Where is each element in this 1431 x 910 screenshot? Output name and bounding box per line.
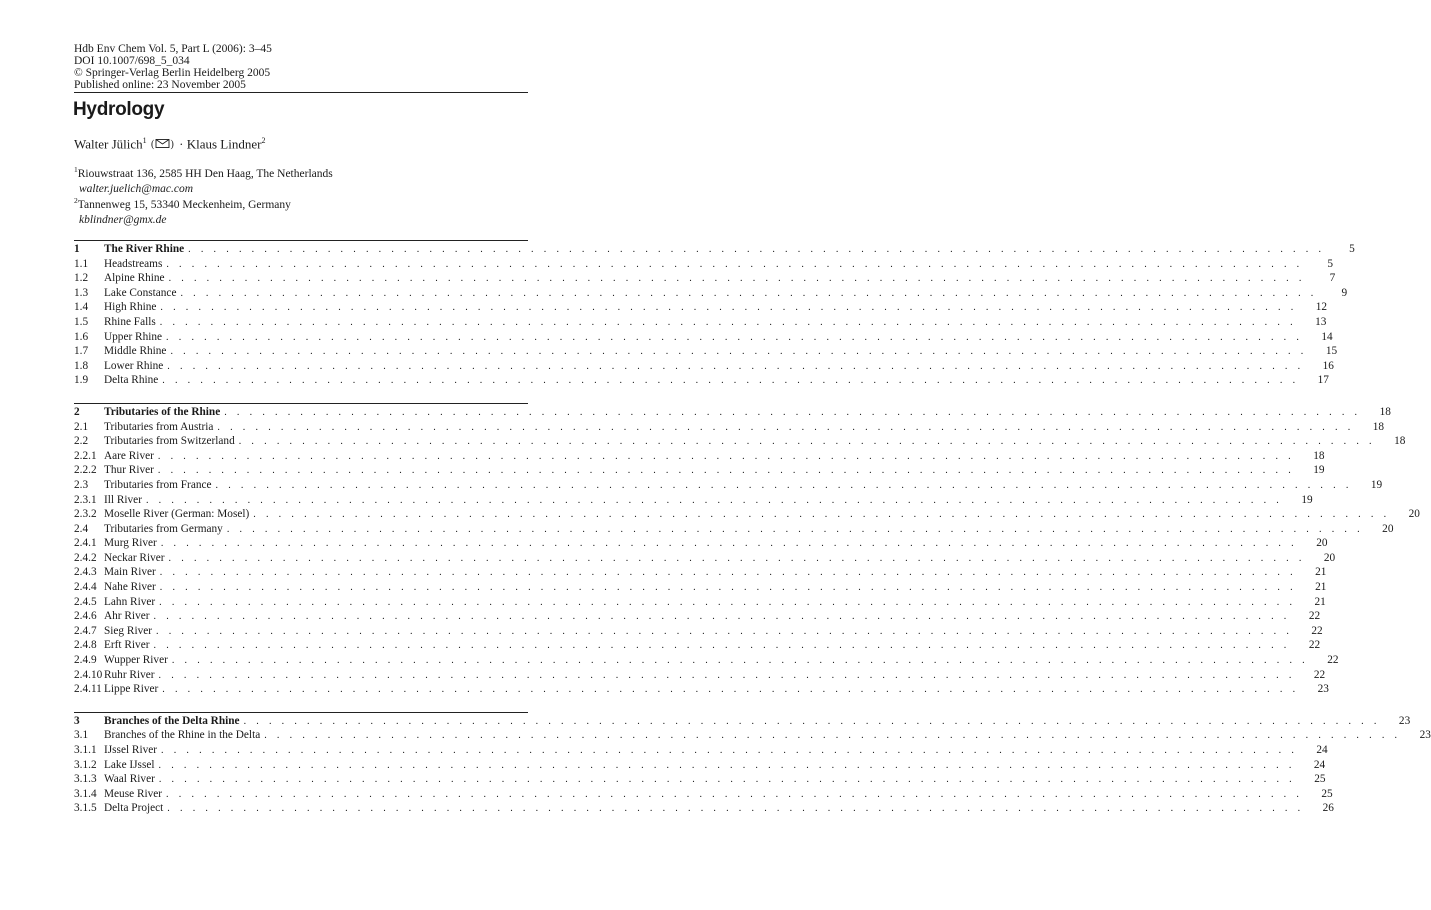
toc-entry-number: 2.4.10 bbox=[74, 668, 103, 681]
toc-section-group bbox=[74, 240, 1355, 388]
affiliation-1-mark: 1 bbox=[74, 165, 78, 174]
toc-entry-page: 20 bbox=[1408, 508, 1420, 521]
toc-entry-page: 18 bbox=[1313, 449, 1325, 462]
toc-entry-title: Upper Rhine bbox=[104, 330, 163, 343]
toc-entry-title: Erft River bbox=[104, 639, 150, 652]
toc-entry[interactable] bbox=[74, 315, 1327, 330]
toc-entry-page: 21 bbox=[1314, 595, 1326, 608]
toc-entry-title: Tributaries from Germany bbox=[104, 522, 223, 535]
toc-entry[interactable] bbox=[74, 522, 1394, 537]
dot-leader: . . . . . . . . . . . . . . . . . . . . . . . . . . . . . . . . . . . . . . . . . . . . . . . . . . . . . . . . . . . . . . . . . . . . . . . . . . . . . . . . . . . . . . . . . . bbox=[162, 684, 1299, 696]
toc-entry-page: 15 bbox=[1325, 345, 1338, 358]
affiliation-1-email[interactable]: walter.juelich@mac.com bbox=[79, 182, 194, 195]
envelope-icon bbox=[151, 137, 175, 153]
toc-entry-title: Wupper River bbox=[104, 654, 168, 667]
toc-entry-title: Delta Rhine bbox=[104, 374, 159, 387]
affiliation-1-address: Riouwstraat 136, 2585 HH Den Haag, The Netherlands bbox=[77, 167, 333, 180]
toc-entry-title: Thur River bbox=[104, 464, 154, 477]
toc-entry-page: 13 bbox=[1315, 315, 1327, 328]
dot-leader: . . . . . . . . . . . . . . . . . . . . . . . . . . . . . . . . . . . . . . . . . . . . . . . . . . . . . . . . . . . . . . . . . . . . . . . . . . . . . . . . . . . . . . . . . . bbox=[159, 596, 1296, 608]
toc-entry[interactable] bbox=[74, 609, 1321, 624]
dot-leader: . . . . . . . . . . . . . . . . . . . . . . . . . . . . . . . . . . . . . . . . . . . . . . . . . . . . . . . . . . . . . . . . . . . . . . . . . . . . . . . . . . . . . . . . . . bbox=[168, 273, 1306, 285]
toc-entry[interactable] bbox=[74, 434, 1406, 449]
dot-leader: . . . . . . . . . . . . . . . . . . . . . . . . . . . . . . . . . . . . . . . . . . . . . . . . . . . . . . . . . . . . . . . . . . . . . . . . . . . . . . . . . . . . . . . . . . bbox=[180, 287, 1318, 299]
toc-entry-title: Branches of the Rhine in the Delta bbox=[104, 729, 261, 742]
toc-entry-page: 21 bbox=[1315, 581, 1327, 594]
toc-entry-number: 3.1.3 bbox=[74, 773, 97, 786]
toc-entry-number: 2.4.5 bbox=[74, 595, 97, 608]
dot-leader: . . . . . . . . . . . . . . . . . . . . . . . . . . . . . . . . . . . . . . . . . . . . . . . . . . . . . . . . . . . . . . . . . . . . . . . . . . . . . . . . . . . . . . . . . . bbox=[224, 406, 1361, 418]
header-doi: DOI 10.1007/698_5_034 bbox=[74, 55, 190, 67]
dot-leader: . . . . . . . . . . . . . . . . . . . . . . . . . . . . . . . . . . . . . . . . . . . . . . . . . . . . . . . . . . . . . . . . . . . . . . . . . . . . . . . . . . . . . . . . . . bbox=[264, 730, 1401, 742]
toc-entry-title: Neckar River bbox=[104, 551, 165, 564]
toc-entry-page: 22 bbox=[1308, 610, 1321, 623]
dot-leader: . . . . . . . . . . . . . . . . . . . . . . . . . . . . . . . . . . . . . . . . . . . . . . . . . . . . . . . . . . . . . . . . . . . . . . . . . . . . . . . . . . . . . . . . . . bbox=[158, 669, 1296, 681]
toc-entry[interactable] bbox=[74, 449, 1325, 464]
toc-entry-number: 2.4.7 bbox=[74, 624, 97, 637]
author-1-name: Walter Jülich bbox=[74, 136, 143, 152]
toc-entry-page: 18 bbox=[1379, 405, 1391, 418]
header-published: Published online: 23 November 2005 bbox=[74, 79, 246, 91]
toc-entry-page: 25 bbox=[1314, 773, 1326, 786]
toc-entry-title: Ill River bbox=[104, 493, 142, 506]
dot-leader: . . . . . . . . . . . . . . . . . . . . . . . . . . . . . . . . . . . . . . . . . . . . . . . . . . . . . . . . . . . . . . . . . . . . . . . . . . . . . . . . . . . . . . . . . . bbox=[161, 745, 1298, 756]
toc-entry-number: 1.2 bbox=[74, 272, 89, 285]
toc-entry-title: Lake IJssel bbox=[104, 758, 155, 771]
toc-chapter-entry[interactable] bbox=[74, 714, 1411, 729]
toc-entry-number: 1.9 bbox=[74, 374, 89, 387]
toc-entry[interactable] bbox=[74, 551, 1336, 566]
toc-entry-number: 1.3 bbox=[74, 286, 89, 299]
dot-leader: . . . . . . . . . . . . . . . . . . . . . . . . . . . . . . . . . . . . . . . . . . . . . . . . . . . . . . . . . . . . . . . . . . . . . . . . . . . . . . . . . . . . . . . . . . bbox=[157, 450, 1295, 462]
dot-leader: . . . . . . . . . . . . . . . . . . . . . . . . . . . . . . . . . . . . . . . . . . . . . . . . . . . . . . . . . . . . . . . . . . . . . . . . . . . . . . . . . . . . . . . . . . bbox=[167, 360, 1304, 372]
toc-entry-title: Lahn River bbox=[104, 595, 156, 608]
toc-entry-number: 2.4.3 bbox=[74, 566, 97, 579]
toc-entry[interactable] bbox=[74, 344, 1338, 359]
toc-entry-number: 2.2.2 bbox=[74, 464, 97, 477]
toc-entry-title: Tributaries from France bbox=[104, 478, 212, 491]
affiliation-2 bbox=[74, 193, 291, 228]
svg-text:): ) bbox=[170, 139, 174, 151]
toc-entry[interactable] bbox=[74, 638, 1321, 653]
toc-entry-number: 2.3.2 bbox=[74, 508, 97, 521]
toc-chapter-entry[interactable] bbox=[74, 405, 1391, 420]
toc-entry-title: Sieg River bbox=[104, 624, 153, 637]
toc-entry[interactable] bbox=[74, 507, 1420, 522]
toc-entry[interactable] bbox=[74, 536, 1328, 551]
dot-leader: . . . . . . . . . . . . . . . . . . . . . . . . . . . . . . . . . . . . . . . . . . . . . . . . . . . . . . . . . . . . . . . . . . . . . . . . . . . . . . . . . . . . . . . . . . bbox=[162, 375, 1299, 387]
affiliation-2-mark: 2 bbox=[74, 196, 78, 205]
toc-entry[interactable] bbox=[74, 463, 1325, 478]
toc-entry[interactable] bbox=[74, 565, 1327, 580]
toc-entry-page: 18 bbox=[1394, 435, 1406, 448]
author-line bbox=[74, 136, 265, 153]
dot-leader: . . . . . . . . . . . . . . . . . . . . . . . . . . . . . . . . . . . . . . . . . . . . . . . . . . . . . . . . . . . . . . . . . . . . . . . . . . . . . . . . . . . . . . . . . . bbox=[159, 567, 1297, 579]
toc-entry[interactable] bbox=[74, 257, 1333, 272]
header-copyright: © Springer-Verlag Berlin Heidelberg 2005 bbox=[74, 67, 271, 79]
dot-leader: . . . . . . . . . . . . . . . . . . . . . . . . . . . . . . . . . . . . . . . . . . . . . . . . . . . . . . . . . . . . . . . . . . . . . . . . . . . . . . . . . . . . . . . . . . bbox=[188, 244, 1325, 255]
toc-entry-title: Lower Rhine bbox=[104, 359, 164, 372]
toc-entry[interactable] bbox=[74, 758, 1326, 773]
toc-entry-page: 22 bbox=[1313, 668, 1326, 681]
toc-entry-title: Lake Constance bbox=[104, 286, 177, 299]
toc-entry-title: Tributaries from Switzerland bbox=[104, 435, 235, 448]
toc-entry-page: 16 bbox=[1322, 359, 1334, 372]
toc-entry-title: Waal River bbox=[104, 773, 155, 786]
dot-leader: . . . . . . . . . . . . . . . . . . . . . . . . . . . . . . . . . . . . . . . . . . . . . . . . . . . . . . . . . . . . . . . . . . . . . . . . . . . . . . . . . . . . . . . . . . bbox=[153, 640, 1291, 652]
toc-entry-page: 19 bbox=[1370, 478, 1383, 491]
toc-entry-page: 18 bbox=[1372, 420, 1385, 433]
toc-section-group bbox=[74, 712, 1431, 816]
toc-entry-number: 2.4.2 bbox=[74, 551, 97, 564]
toc-entry-page: 23 bbox=[1419, 729, 1431, 742]
dot-leader: . . . . . . . . . . . . . . . . . . . . . . . . . . . . . . . . . . . . . . . . . . . . . . . . . . . . . . . . . . . . . . . . . . . . . . . . . . . . . . . . . . . . . . . . . . bbox=[215, 479, 1353, 491]
dot-leader: . . . . . . . . . . . . . . . . . . . . . . . . . . . . . . . . . . . . . . . . . . . . . . . . . . . . . . . . . . . . . . . . . . . . . . . . . . . . . . . . . . . . . . . . . . bbox=[166, 331, 1303, 343]
author-separator: · bbox=[179, 136, 184, 152]
author-2-affiliation-mark: 2 bbox=[261, 136, 266, 145]
toc-entry[interactable] bbox=[74, 743, 1328, 758]
toc-entry-number: 2.3.1 bbox=[74, 493, 97, 506]
toc-entry[interactable] bbox=[74, 668, 1326, 683]
toc-entry-number: 2.4.6 bbox=[74, 610, 97, 623]
toc-entry-title: Middle Rhine bbox=[104, 345, 167, 358]
toc-entry[interactable] bbox=[74, 682, 1329, 697]
dot-leader: . . . . . . . . . . . . . . . . . . . . . . . . . . . . . . . . . . . . . . . . . . . . . . . . . . . . . . . . . . . . . . . . . . . . . . . . . . . . . . . . . . . . . . . . . . bbox=[167, 803, 1304, 815]
toc-entry-title: Delta Project bbox=[104, 802, 164, 815]
toc-entry-number: 3.1.1 bbox=[74, 744, 97, 756]
toc-entry-page: 5 bbox=[1349, 243, 1355, 255]
dot-leader: . . . . . . . . . . . . . . . . . . . . . . . . . . . . . . . . . . . . . . . . . . . . . . . . . . . . . . . . . . . . . . . . . . . . . . . . . . . . . . . . . . . . . . . . . . bbox=[217, 421, 1355, 433]
toc-entry[interactable] bbox=[74, 493, 1313, 508]
toc-entry-title: High Rhine bbox=[104, 301, 157, 314]
toc-entry-title: Headstreams bbox=[104, 257, 163, 270]
toc-entry-page: 24 bbox=[1316, 744, 1328, 756]
toc-entry-title: Tributaries from Austria bbox=[104, 420, 214, 433]
toc-section-group bbox=[74, 403, 1420, 697]
toc-entry-page: 26 bbox=[1322, 802, 1334, 815]
toc-entry-page: 21 bbox=[1315, 566, 1327, 579]
toc-entry[interactable] bbox=[74, 624, 1323, 639]
toc-entry-number: 3.1.5 bbox=[74, 802, 97, 815]
toc-entry-number: 2 bbox=[74, 405, 80, 418]
toc-entry-number: 2.1 bbox=[74, 420, 89, 433]
toc-entry-page: 20 bbox=[1316, 537, 1328, 550]
toc-entry-page: 19 bbox=[1313, 464, 1325, 477]
dot-leader: . . . . . . . . . . . . . . . . . . . . . . . . . . . . . . . . . . . . . . . . . . . . . . . . . . . . . . . . . . . . . . . . . . . . . . . . . . . . . . . . . . . . . . . . . . bbox=[157, 465, 1295, 477]
toc-entry[interactable] bbox=[74, 330, 1333, 345]
toc-entry-number: 2.2.1 bbox=[74, 449, 97, 462]
toc-entry-title: IJssel River bbox=[104, 744, 158, 756]
header-citation: Hdb Env Chem Vol. 5, Part L (2006): 3–45 bbox=[74, 43, 272, 55]
toc-entry-number: 2.4 bbox=[74, 522, 89, 535]
page-title: Hydrology bbox=[73, 99, 165, 120]
toc-entry-number: 3 bbox=[74, 714, 80, 727]
toc-entry[interactable] bbox=[74, 478, 1383, 493]
dot-leader: . . . . . . . . . . . . . . . . . . . . . . . . . . . . . . . . . . . . . . . . . . . . . . . . . . . . . . . . . . . . . . . . . . . . . . . . . . . . . . . . . . . . . . . . . . bbox=[153, 611, 1291, 623]
toc-entry[interactable] bbox=[74, 420, 1385, 435]
toc-entry-number: 1.5 bbox=[74, 315, 89, 328]
toc-entry-number: 1.7 bbox=[74, 345, 89, 358]
toc-entry[interactable] bbox=[74, 728, 1431, 743]
toc-entry[interactable] bbox=[74, 801, 1334, 816]
dot-leader: . . . . . . . . . . . . . . . . . . . . . . . . . . . . . . . . . . . . . . . . . . . . . . . . . . . . . . . . . . . . . . . . . . . . . . . . . . . . . . . . . . . . . . . . . . bbox=[166, 258, 1303, 270]
toc-entry-page: 22 bbox=[1327, 654, 1339, 667]
toc-entry-page: 19 bbox=[1301, 493, 1313, 506]
toc-entry-page: 20 bbox=[1382, 522, 1394, 535]
dot-leader: . . . . . . . . . . . . . . . . . . . . . . . . . . . . . . . . . . . . . . . . . . . . . . . . . . . . . . . . . . . . . . . . . . . . . . . . . . . . . . . . . . . . . . . . . . bbox=[170, 346, 1308, 358]
toc-entry-number: 1.1 bbox=[74, 257, 89, 270]
dot-leader: . . . . . . . . . . . . . . . . . . . . . . . . . . . . . . . . . . . . . . . . . . . . . . . . . . . . . . . . . . . . . . . . . . . . . . . . . . . . . . . . . . . . . . . . . . bbox=[158, 759, 1296, 771]
toc-entry-title: Meuse River bbox=[104, 787, 163, 800]
dot-leader: . . . . . . . . . . . . . . . . . . . . . . . . . . . . . . . . . . . . . . . . . . . . . . . . . . . . . . . . . . . . . . . . . . . . . . . . . . . . . . . . . . . . . . . . . . bbox=[226, 523, 1364, 535]
toc-entry-page: 12 bbox=[1315, 301, 1328, 314]
toc-entry-page: 25 bbox=[1321, 787, 1333, 800]
dot-leader: . . . . . . . . . . . . . . . . . . . . . . . . . . . . . . . . . . . . . . . . . . . . . . . . . . . . . . . . . . . . . . . . . . . . . . . . . . . . . . . . . . . . . . . . . . bbox=[160, 538, 1298, 550]
toc-entry-number: 3.1 bbox=[74, 729, 89, 742]
affiliation-2-address: Tannenweg 15, 53340 Meckenheim, Germany bbox=[77, 198, 291, 211]
dot-leader: . . . . . . . . . . . . . . . . . . . . . . . . . . . . . . . . . . . . . . . . . . . . . . . . . . . . . . . . . . . . . . . . . . . . . . . . . . . . . . . . . . . . . . . . . . bbox=[160, 302, 1298, 314]
toc-entry-page: 24 bbox=[1313, 758, 1326, 771]
toc-entry[interactable] bbox=[74, 286, 1348, 301]
toc-entry-title: Moselle River (German: Mosel) bbox=[104, 508, 250, 521]
toc-entry[interactable] bbox=[74, 359, 1334, 374]
dot-leader: . . . . . . . . . . . . . . . . . . . . . . . . . . . . . . . . . . . . . . . . . . . . . . . . . . . . . . . . . . . . . . . . . . . . . . . . . . . . . . . . . . . . . . . . . . bbox=[158, 774, 1296, 786]
toc-entry-title: Nahe River bbox=[104, 581, 156, 594]
toc-entry-number: 2.3 bbox=[74, 478, 89, 491]
toc-entry-number: 1.8 bbox=[74, 359, 89, 372]
toc-entry[interactable] bbox=[74, 787, 1333, 802]
toc-entry-page: 7 bbox=[1329, 272, 1336, 285]
dot-leader: . . . . . . . . . . . . . . . . . . . . . . . . . . . . . . . . . . . . . . . . . . . . . . . . . . . . . . . . . . . . . . . . . . . . . . . . . . . . . . . . . . . . . . . . . . bbox=[159, 316, 1297, 328]
toc-entry-number: 2.4.4 bbox=[74, 581, 97, 594]
toc-entry-title: Rhine Falls bbox=[104, 315, 156, 328]
toc-entry-page: 5 bbox=[1327, 257, 1333, 270]
toc-entry-title: The River Rhine bbox=[104, 243, 185, 255]
toc-entry[interactable] bbox=[74, 772, 1326, 787]
toc-entry-number: 1.4 bbox=[74, 301, 89, 314]
dot-leader: . . . . . . . . . . . . . . . . . . . . . . . . . . . . . . . . . . . . . . . . . . . . . . . . . . . . . . . . . . . . . . . . . . . . . . . . . . . . . . . . . . . . . . . . . . bbox=[243, 715, 1381, 727]
dot-leader: . . . . . . . . . . . . . . . . . . . . . . . . . . . . . . . . . . . . . . . . . . . . . . . . . . . . . . . . . . . . . . . . . . . . . . . . . . . . . . . . . . . . . . . . . . bbox=[238, 436, 1376, 448]
toc-entry-title: Murg River bbox=[104, 537, 157, 550]
toc-entry-page: 9 bbox=[1341, 286, 1348, 299]
dot-leader: . . . . . . . . . . . . . . . . . . . . . . . . . . . . . . . . . . . . . . . . . . . . . . . . . . . . . . . . . . . . . . . . . . . . . . . . . . . . . . . . . . . . . . . . . . bbox=[145, 494, 1283, 506]
toc-entry-page: 14 bbox=[1321, 330, 1333, 343]
toc-entry-number: 3.1.4 bbox=[74, 787, 97, 800]
dot-leader: . . . . . . . . . . . . . . . . . . . . . . . . . . . . . . . . . . . . . . . . . . . . . . . . . . . . . . . . . . . . . . . . . . . . . . . . . . . . . . . . . . . . . . . . . . bbox=[156, 625, 1293, 637]
affiliation-1 bbox=[74, 162, 333, 197]
toc-entry-page: 17 bbox=[1317, 374, 1329, 387]
toc-entry-title: Tributaries of the Rhine bbox=[104, 405, 221, 418]
toc-entry-number: 2.4.1 bbox=[74, 537, 97, 550]
author-1-affiliation-mark: 1 bbox=[142, 136, 147, 145]
toc-entry[interactable] bbox=[74, 580, 1327, 595]
toc-entry-title: Ruhr River bbox=[104, 668, 155, 681]
toc-entry-title: Aare River bbox=[104, 449, 154, 462]
toc-entry[interactable] bbox=[74, 653, 1339, 668]
toc-entry-number: 1 bbox=[74, 243, 80, 255]
toc-entry-title: Ahr River bbox=[104, 610, 150, 623]
svg-text:(: ( bbox=[150, 139, 155, 151]
toc-entry[interactable] bbox=[74, 595, 1326, 610]
toc-entry-title: Alpine Rhine bbox=[104, 272, 165, 285]
dot-leader: . . . . . . . . . . . . . . . . . . . . . . . . . . . . . . . . . . . . . . . . . . . . . . . . . . . . . . . . . . . . . . . . . . . . . . . . . . . . . . . . . . . . . . . . . . bbox=[253, 509, 1390, 521]
toc-entry-page: 22 bbox=[1311, 624, 1323, 637]
dot-leader: . . . . . . . . . . . . . . . . . . . . . . . . . . . . . . . . . . . . . . . . . . . . . . . . . . . . . . . . . . . . . . . . . . . . . . . . . . . . . . . . . . . . . . . . . . bbox=[171, 655, 1309, 667]
toc-entry-number: 1.6 bbox=[74, 330, 89, 343]
toc-entry-number: 2.4.8 bbox=[74, 639, 97, 652]
toc-entry-title: Main River bbox=[104, 566, 156, 579]
toc-entry-page: 23 bbox=[1317, 683, 1329, 696]
toc-entry[interactable] bbox=[74, 300, 1328, 315]
toc-chapter-entry[interactable] bbox=[74, 242, 1355, 257]
toc-entry-page: 20 bbox=[1323, 551, 1336, 564]
author-2-name: Klaus Lindner bbox=[186, 136, 262, 152]
toc-entry-page: 22 bbox=[1308, 639, 1321, 652]
toc-entry-number: 3.1.2 bbox=[74, 758, 97, 771]
dot-leader: . . . . . . . . . . . . . . . . . . . . . . . . . . . . . . . . . . . . . . . . . . . . . . . . . . . . . . . . . . . . . . . . . . . . . . . . . . . . . . . . . . . . . . . . . . bbox=[159, 582, 1297, 594]
dot-leader: . . . . . . . . . . . . . . . . . . . . . . . . . . . . . . . . . . . . . . . . . . . . . . . . . . . . . . . . . . . . . . . . . . . . . . . . . . . . . . . . . . . . . . . . . . bbox=[166, 788, 1303, 800]
toc-entry-number: 2.2 bbox=[74, 435, 89, 448]
toc-entry[interactable] bbox=[74, 271, 1336, 286]
toc-entry-number: 2.4.9 bbox=[74, 654, 97, 667]
dot-leader: . . . . . . . . . . . . . . . . . . . . . . . . . . . . . . . . . . . . . . . . . . . . . . . . . . . . . . . . . . . . . . . . . . . . . . . . . . . . . . . . . . . . . . . . . . bbox=[168, 552, 1306, 564]
toc-entry-page: 23 bbox=[1398, 714, 1411, 727]
journal-header bbox=[74, 43, 528, 93]
toc-entry-title: Lippe River bbox=[104, 683, 159, 696]
table-of-contents bbox=[74, 240, 1431, 816]
toc-entry-number: 2.4.11 bbox=[74, 683, 102, 696]
toc-entry[interactable] bbox=[74, 373, 1329, 388]
affiliation-2-email[interactable]: kblindner@gmx.de bbox=[79, 213, 167, 226]
toc-entry-title: Branches of the Delta Rhine bbox=[104, 714, 240, 727]
